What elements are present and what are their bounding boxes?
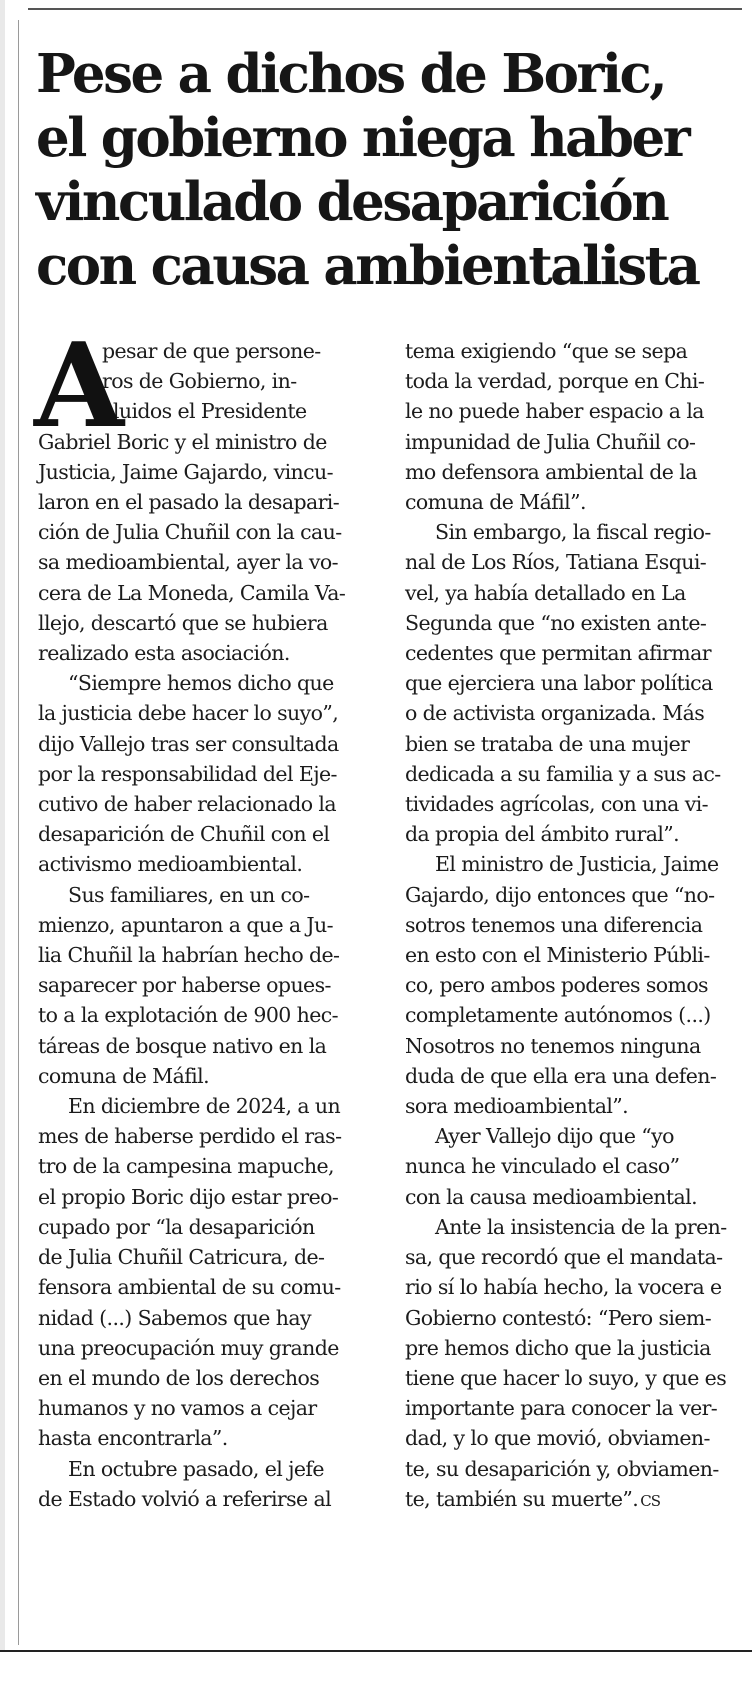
article-line: de Estado volvió a referirse al bbox=[38, 1486, 332, 1511]
article-line: te, su desaparición y, obviamen- bbox=[405, 1456, 719, 1481]
article-line: cluidos el Presidente bbox=[102, 399, 307, 424]
drop-cap: A bbox=[34, 318, 125, 454]
article-line: tiene que hacer lo suyo, y que es bbox=[405, 1365, 727, 1390]
headline-line: vinculado desaparición bbox=[36, 171, 668, 233]
article-line: le no puede haber espacio a la bbox=[405, 399, 704, 424]
article-line: da propia del ámbito rural”. bbox=[405, 822, 680, 847]
headline-line: Pese a dichos de Boric, bbox=[36, 43, 666, 105]
article-line: Nosotros no tenemos ninguna bbox=[405, 1033, 701, 1058]
article-line: desaparición de Chuñil con el bbox=[38, 822, 330, 847]
article-line: el propio Boric dijo estar preo- bbox=[38, 1184, 339, 1209]
article-line: mes de haberse perdido el ras- bbox=[38, 1124, 342, 1149]
article-line: por la responsabilidad del Eje- bbox=[38, 761, 337, 786]
article-column-left bbox=[34, 318, 366, 1514]
article-line: comuna de Máfil. bbox=[38, 1063, 210, 1088]
article-line: cutivo de haber relacionado la bbox=[38, 792, 336, 817]
article-line: dad, y lo que movió, obviamen- bbox=[405, 1426, 710, 1451]
article-line: toda la verdad, porque en Chi- bbox=[405, 369, 705, 394]
article-line: mienzo, apuntaron a que a Ju- bbox=[38, 912, 333, 937]
headline-line: con causa ambientalista bbox=[36, 235, 699, 297]
article-line: impunidad de Julia Chuñil co- bbox=[405, 429, 696, 454]
article-line: cera de La Moneda, Camila Va- bbox=[38, 580, 346, 605]
article-line: en esto con el Ministerio Públi- bbox=[405, 943, 710, 968]
article-line: sa medioambiental, ayer la vo- bbox=[38, 550, 338, 575]
article-line: importante para conocer la ver- bbox=[405, 1396, 718, 1421]
article-line: nal de Los Ríos, Tatiana Esqui- bbox=[405, 550, 707, 575]
article-column-right bbox=[405, 336, 733, 1516]
article-line: laron en el pasado la desapari- bbox=[38, 490, 340, 515]
article-line: realizado esta asociación. bbox=[38, 641, 290, 666]
article-line: pesar de que persone- bbox=[102, 339, 321, 363]
top-rule bbox=[28, 8, 742, 10]
article-line: activismo medioambiental. bbox=[38, 852, 303, 877]
article-line: te, también su muerte”. CS bbox=[405, 1486, 660, 1511]
headline-line: el gobierno niega haber bbox=[36, 107, 689, 169]
article-line: nidad (...) Sabemos que hay bbox=[38, 1305, 311, 1330]
article-line: fensora ambiental de su comu- bbox=[38, 1275, 341, 1300]
article-line: El ministro de Justicia, Jaime bbox=[435, 852, 719, 877]
article-line: co, pero ambos poderes somos bbox=[405, 973, 708, 998]
bottom-rule bbox=[0, 1650, 752, 1652]
article-line: Ayer Vallejo dijo que “yo bbox=[435, 1124, 674, 1149]
article-line: de Julia Chuñil Catricura, de- bbox=[38, 1245, 325, 1270]
page-edge-strip bbox=[0, 0, 5, 1650]
article-line: pre hemos dicho que la justicia bbox=[405, 1335, 711, 1360]
article-line: dedicada a su familia y a sus ac- bbox=[405, 761, 721, 786]
article-line: cedentes que permitan afirmar bbox=[405, 641, 711, 666]
article-line: táreas de bosque nativo en la bbox=[38, 1033, 327, 1058]
article-line: Gobierno contestó: “Pero siem- bbox=[405, 1305, 712, 1330]
article-line: completamente autónomos (...) bbox=[405, 1003, 711, 1028]
article-line: Justicia, Jaime Gajardo, vincu- bbox=[38, 459, 333, 484]
article-line: lia Chuñil la habrían hecho de- bbox=[38, 943, 340, 968]
article-line: comuna de Máfil”. bbox=[405, 490, 586, 515]
article-end-mark: CS bbox=[640, 1491, 660, 1510]
article-line: duda de que ella era una defen- bbox=[405, 1063, 717, 1088]
article-line: En octubre pasado, el jefe bbox=[68, 1456, 324, 1481]
article-line: bien se trataba de una mujer bbox=[405, 731, 690, 756]
article-line: tema exigiendo “que se sepa bbox=[405, 339, 688, 363]
article-line: ción de Julia Chuñil con la cau- bbox=[38, 520, 342, 545]
article-line: tro de la campesina mapuche, bbox=[38, 1154, 334, 1179]
column-divider bbox=[18, 20, 19, 1645]
article-line: Segunda que “no existen ante- bbox=[405, 610, 707, 635]
headline bbox=[36, 42, 736, 298]
article-line: to a la explotación de 900 hec- bbox=[38, 1003, 338, 1028]
article-line: tividades agrícolas, con una vi- bbox=[405, 792, 708, 817]
article-line: en el mundo de los derechos bbox=[38, 1365, 320, 1390]
article-line: sora medioambiental”. bbox=[405, 1094, 629, 1119]
article-line: sa, que recordó que el mandata- bbox=[405, 1245, 723, 1270]
article-line: “Siempre hemos dicho que bbox=[68, 671, 334, 696]
article-line: llejo, descartó que se hubiera bbox=[38, 610, 328, 635]
article-line: Ante la insistencia de la pren- bbox=[435, 1214, 727, 1239]
article-line: una preocupación muy grande bbox=[38, 1335, 339, 1360]
article-line: Sus familiares, en un co- bbox=[68, 882, 310, 907]
article-line: la justicia debe hacer lo suyo”, bbox=[38, 701, 339, 726]
article-line: que ejerciera una labor política bbox=[405, 671, 713, 696]
article-line: vel, ya había detallado en La bbox=[405, 580, 686, 605]
article-line: sotros tenemos una diferencia bbox=[405, 912, 703, 937]
article-line: ros de Gobierno, in- bbox=[102, 369, 297, 394]
article-line: Gajardo, dijo entonces que “no- bbox=[405, 882, 715, 907]
article-line: Gabriel Boric y el ministro de bbox=[38, 429, 327, 454]
article-line: cupado por “la desaparición bbox=[38, 1214, 315, 1239]
article-line: hasta encontrarla”. bbox=[38, 1426, 228, 1451]
article-line: con la causa medioambiental. bbox=[405, 1184, 698, 1209]
article-line: dijo Vallejo tras ser consultada bbox=[38, 731, 339, 756]
article-line: humanos y no vamos a cejar bbox=[38, 1396, 317, 1421]
article-line: mo defensora ambiental de la bbox=[405, 459, 697, 484]
article-line: Sin embargo, la fiscal regio- bbox=[435, 520, 711, 545]
article-line: En diciembre de 2024, a un bbox=[68, 1094, 341, 1119]
article-line: o de activista organizada. Más bbox=[405, 701, 705, 726]
article-line: rio sí lo había hecho, la vocera e bbox=[405, 1275, 722, 1300]
article-line: nunca he vinculado el caso” bbox=[405, 1154, 680, 1179]
article-line: saparecer por haberse opues- bbox=[38, 973, 331, 998]
